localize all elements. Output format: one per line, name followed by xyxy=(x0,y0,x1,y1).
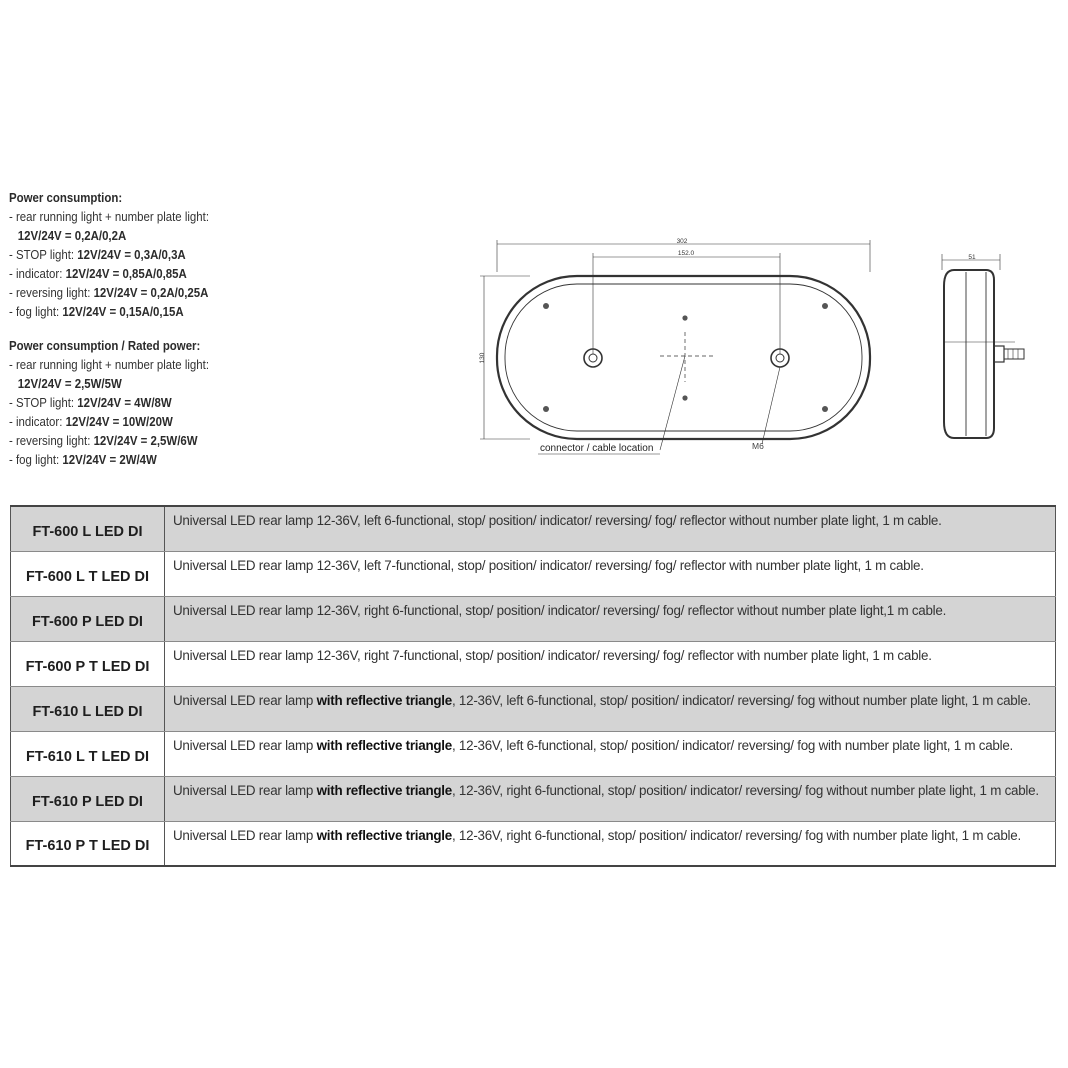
description-text: Universal LED rear lamp 12-36V, right 7-functional, stop/ position/ indicator/ reversing/ fog/ reflector with number plate light, 1 m cable. xyxy=(173,647,932,663)
spec-value: 12V/24V = 2,5W/6W xyxy=(93,433,198,448)
spec-line xyxy=(9,412,273,431)
table-row xyxy=(11,551,1056,596)
spec-line xyxy=(9,450,273,469)
description-text: Universal LED rear lamp 12-36V, right 6-functional, stop/ position/ indicator/ reversing/ fog/ reflector without number plate light,1 m cable. xyxy=(173,602,947,618)
product-description xyxy=(165,551,1056,596)
spec-value: 12V/24V = 4W/8W xyxy=(77,395,172,410)
spec-label: - fog light: xyxy=(9,452,63,467)
product-code: FT-610 L T LED DI xyxy=(11,731,165,776)
spec-line xyxy=(9,393,273,412)
description-text: , 12-36V, right 6-functional, stop/ position/ indicator/ reversing/ fog with number plate light, 1 m cable. xyxy=(451,827,1021,843)
spec-value: 12V/24V = 0,2A/0,25A xyxy=(93,285,209,300)
lamp-front-view xyxy=(480,240,870,450)
table-row xyxy=(11,596,1056,641)
specs-panel xyxy=(9,188,273,484)
bolt-label: M6 xyxy=(752,441,764,451)
product-description xyxy=(165,731,1056,776)
table-row xyxy=(11,821,1056,866)
table-row xyxy=(11,731,1056,776)
product-table xyxy=(10,505,1056,867)
spec-line xyxy=(9,302,273,321)
description-text: Universal LED rear lamp xyxy=(173,692,317,708)
spec-line xyxy=(9,226,273,245)
spec-line xyxy=(9,283,273,302)
spec-label: - rear running light + number plate light: xyxy=(9,357,209,372)
description-text: Universal LED rear lamp xyxy=(173,737,317,753)
spec-label: - reversing light: xyxy=(9,285,94,300)
spec-label: - fog light: xyxy=(9,304,63,319)
description-text: Universal LED rear lamp 12-36V, left 6-functional, stop/ position/ indicator/ reversing/ fog/ reflector without number plate light, 1 m cable. xyxy=(173,513,942,528)
mounting-dots xyxy=(543,303,828,412)
spec-line xyxy=(9,431,273,450)
product-code: FT-600 L LED DI xyxy=(11,506,165,551)
spec-label: - STOP light: xyxy=(9,247,78,262)
product-description xyxy=(165,686,1056,731)
description-highlight: with reflective triangle xyxy=(316,782,452,798)
spec-line xyxy=(9,355,273,374)
technical-drawing xyxy=(470,232,1068,462)
table-row xyxy=(11,641,1056,686)
product-description xyxy=(165,506,1056,551)
spec-value: 12V/24V = 0,2A/0,2A xyxy=(17,228,127,243)
product-code: FT-600 P T LED DI xyxy=(11,641,165,686)
spec-label: - rear running light + number plate light: xyxy=(9,209,209,224)
product-code: FT-610 L LED DI xyxy=(11,686,165,731)
spec-value: 12V/24V = 2W/4W xyxy=(62,452,157,467)
description-text: Universal LED rear lamp xyxy=(173,827,317,843)
dim-width-label: 302 xyxy=(676,238,688,245)
product-description xyxy=(165,641,1056,686)
spec-line xyxy=(9,245,273,264)
spec-label: - STOP light: xyxy=(9,395,78,410)
product-code: FT-610 P T LED DI xyxy=(11,821,165,866)
spec-line xyxy=(9,207,273,226)
product-description xyxy=(165,821,1056,866)
product-code: FT-600 L T LED DI xyxy=(11,551,165,596)
table-row xyxy=(11,506,1056,551)
description-text: , 12-36V, left 6-functional, stop/ position/ indicator/ reversing/ fog with number plate light, 1 m cable. xyxy=(451,737,1014,753)
lamp-side-view xyxy=(942,254,1024,438)
spec-line xyxy=(9,264,273,283)
product-description xyxy=(165,596,1056,641)
spec-label: - indicator: xyxy=(9,414,66,429)
table-row xyxy=(11,686,1056,731)
connector-label: connector / cable location xyxy=(540,443,654,454)
description-highlight: with reflective triangle xyxy=(316,827,452,843)
dim-holes-label: 152.0 xyxy=(677,250,695,257)
description-highlight: with reflective triangle xyxy=(316,737,452,753)
power-consumption-section xyxy=(9,188,273,321)
spec-value: 12V/24V = 0,85A/0,85A xyxy=(65,266,187,281)
spec-value: 12V/24V = 0,3A/0,3A xyxy=(77,247,186,262)
description-text: Universal LED rear lamp 12-36V, left 7-functional, stop/ position/ indicator/ reversing/ fog/ reflector with number plate light, 1 m cable. xyxy=(173,557,924,573)
spec-value: 12V/24V = 10W/20W xyxy=(65,414,173,429)
power-consumption-heading: Power consumption: xyxy=(9,190,123,205)
product-code: FT-600 P LED DI xyxy=(11,596,165,641)
spec-value: 12V/24V = 2,5W/5W xyxy=(17,376,122,391)
description-text: Universal LED rear lamp xyxy=(173,782,317,798)
table-row xyxy=(11,776,1056,821)
rated-power-heading: Power consumption / Rated power: xyxy=(9,338,201,353)
spec-line xyxy=(9,374,273,393)
dim-height-label: 130 xyxy=(479,352,486,364)
rated-power-section xyxy=(9,336,273,469)
dim-depth-label: 51 xyxy=(968,254,976,261)
spec-value: 12V/24V = 0,15A/0,15A xyxy=(62,304,184,319)
product-code: FT-610 P LED DI xyxy=(11,776,165,821)
description-text: , 12-36V, left 6-functional, stop/ position/ indicator/ reversing/ fog without number plate light, 1 m cable. xyxy=(451,692,1031,708)
description-highlight: with reflective triangle xyxy=(316,692,452,708)
spec-label: - indicator: xyxy=(9,266,66,281)
description-text: , 12-36V, right 6-functional, stop/ position/ indicator/ reversing/ fog without number plate light, 1 m cable. xyxy=(451,782,1039,798)
spec-label: - reversing light: xyxy=(9,433,94,448)
product-description xyxy=(165,776,1056,821)
